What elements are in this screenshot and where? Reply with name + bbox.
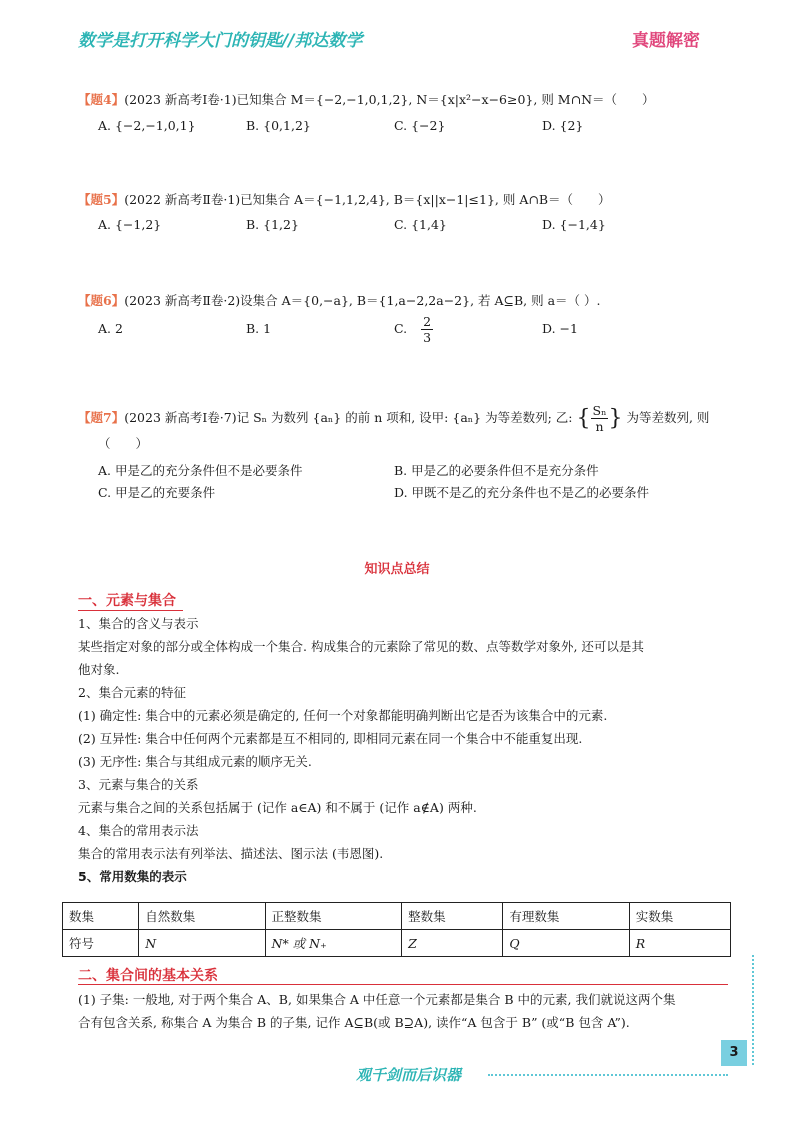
- summary-title: 知识点总结: [364, 562, 430, 577]
- question-tag: 【题7】: [78, 410, 125, 425]
- heading-underline: [78, 610, 183, 611]
- number-sets-table: [62, 902, 731, 957]
- body-line: (2) 互异性: 集合中任何两个元素都是互不相同的, 即相同元素在同一个集合中不能重复出现.: [78, 731, 583, 746]
- fraction-numerator: 2: [423, 314, 432, 329]
- body-line: 某些指定对象的部分或全体构成一个集合. 构成集合的元素除了常见的数、点等数学对象外, 还可以是其: [78, 639, 644, 654]
- table-cell: 数集: [63, 903, 139, 930]
- body-line: 元素与集合之间的关系包括属于 (记作 a∈A) 和不属于 (记作 a∉A) 两种.: [78, 800, 477, 815]
- table-cell: 符号: [63, 930, 139, 957]
- body-subheading: 5、常用数集的表示: [78, 869, 187, 884]
- option-b: B. 1: [246, 321, 272, 336]
- option-d: D. {−1,4}: [542, 217, 606, 232]
- table-cell: N: [139, 930, 265, 957]
- option-b: B. 甲是乙的必要条件但不是充分条件: [394, 463, 599, 478]
- option-c: [394, 314, 433, 345]
- body-line: 1、集合的含义与表示: [78, 616, 199, 631]
- question-stem: (2023 新高考Ⅰ卷·1)已知集合 M＝{−2,−1,0,1,2}, N＝{x|x²−x−6≥0}, 则 M∩N＝（ ）: [124, 92, 655, 107]
- option-a: A. {−2,−1,0,1}: [98, 118, 196, 133]
- fraction-denominator: n: [595, 419, 604, 434]
- option-a: A. 2: [98, 321, 123, 336]
- question-tag: 【题6】: [78, 293, 125, 308]
- body-line: (1) 确定性: 集合中的元素必须是确定的, 任何一个对象都能明确判断出它是否为该集合中的元素.: [78, 708, 608, 723]
- option-d: D. 甲既不是乙的充分条件也不是乙的必要条件: [394, 485, 650, 500]
- answer-paren: （ ）: [98, 436, 149, 451]
- option-b: B. {0,1,2}: [246, 118, 311, 133]
- body-line: 2、集合元素的特征: [78, 685, 186, 700]
- fraction-denominator: 3: [423, 330, 432, 345]
- body-line: 他对象.: [78, 662, 120, 677]
- question-6: [78, 291, 601, 309]
- section-body: [78, 612, 728, 888]
- option-c-label: C.: [394, 321, 408, 336]
- option-d: D. −1: [542, 321, 578, 336]
- fraction-numerator: Sₙ: [592, 403, 607, 418]
- table-row: [63, 903, 731, 930]
- section-heading: 一、元素与集合: [78, 593, 176, 609]
- body-line: 4、集合的常用表示法: [78, 823, 199, 838]
- body-line: 集合的常用表示法有列举法、描述法、图示法 (韦恩图).: [78, 846, 384, 861]
- table-row: [63, 930, 731, 957]
- option-c: C. {−2}: [394, 118, 446, 133]
- table-cell: Q: [503, 930, 629, 957]
- header-section-title: 真题解密: [632, 31, 700, 51]
- option-c: C. {1,4}: [394, 217, 447, 232]
- table-cell: 有理数集: [503, 903, 629, 930]
- section-body: [78, 988, 728, 1034]
- question-7: 【题7】(2023 新高考Ⅰ卷·7)记 Sₙ 为数列 {aₙ} 的前 n 项和, 设甲: {aₙ} 为等差数列; 乙: { $\frac{\text{Sₙ}}{n}$ } 为等差数列, 则: [78, 403, 710, 434]
- heading-underline: [78, 984, 728, 985]
- option-c: C. 甲是乙的充要条件: [98, 485, 216, 500]
- body-line: (3) 无序性: 集合与其组成元素的顺序无关.: [78, 754, 312, 769]
- option-a: A. {−1,2}: [98, 217, 162, 232]
- table-cell: N* 或 N₊: [265, 930, 402, 957]
- question-stem: (2022 新高考Ⅱ卷·1)已知集合 A＝{−1,1,2,4}, B＝{x||x−1|≤1}, 则 A∩B＝（ ）: [124, 192, 611, 207]
- question-stem: (2023 新高考Ⅰ卷·7)记 Sₙ 为数列 {aₙ} 的前 n 项和, 设甲: {aₙ} 为等差数列; 乙:: [124, 410, 573, 425]
- table-cell: 实数集: [629, 903, 730, 930]
- dotted-border-decoration: [752, 955, 754, 1065]
- header-slogan: 数学是打开科学大门的钥匙//邦达数学: [78, 31, 363, 51]
- question-tag: 【题5】: [78, 192, 125, 207]
- table-cell: 自然数集: [139, 903, 265, 930]
- table-cell: 整数集: [402, 903, 503, 930]
- dotted-footer-line: [488, 1074, 728, 1076]
- table-cell: 正整数集: [265, 903, 402, 930]
- table-cell: Z: [402, 930, 503, 957]
- option-a: A. 甲是乙的充分条件但不是必要条件: [98, 463, 303, 478]
- question-5: [78, 190, 611, 208]
- body-line: 合有包含关系, 称集合 A 为集合 B 的子集, 记作 A⊆B(或 B⊇A), 读作“A 包含于 B” (或“B 包含 A”).: [78, 1015, 630, 1030]
- question-stem-continued: 为等差数列, 则: [626, 410, 710, 425]
- question-stem: (2023 新高考Ⅱ卷·2)设集合 A＝{0,−a}, B＝{1,a−2,2a−2}, 若 A⊆B, 则 a＝（ ）.: [124, 293, 601, 308]
- body-line: (1) 子集: 一般地, 对于两个集合 A、B, 如果集合 A 中任意一个元素都是集合 B 中的元素, 我们就说这两个集: [78, 992, 676, 1007]
- option-b: B. {1,2}: [246, 217, 299, 232]
- question-4: [78, 90, 655, 108]
- section-heading: 二、集合间的基本关系: [78, 968, 218, 984]
- body-line: 3、元素与集合的关系: [78, 777, 199, 792]
- table-cell: R: [629, 930, 730, 957]
- page-number: 3: [721, 1040, 747, 1066]
- footer-motto: 观千剑而后识器: [356, 1066, 462, 1084]
- option-d: D. {2}: [542, 118, 584, 133]
- question-tag: 【题4】: [78, 92, 125, 107]
